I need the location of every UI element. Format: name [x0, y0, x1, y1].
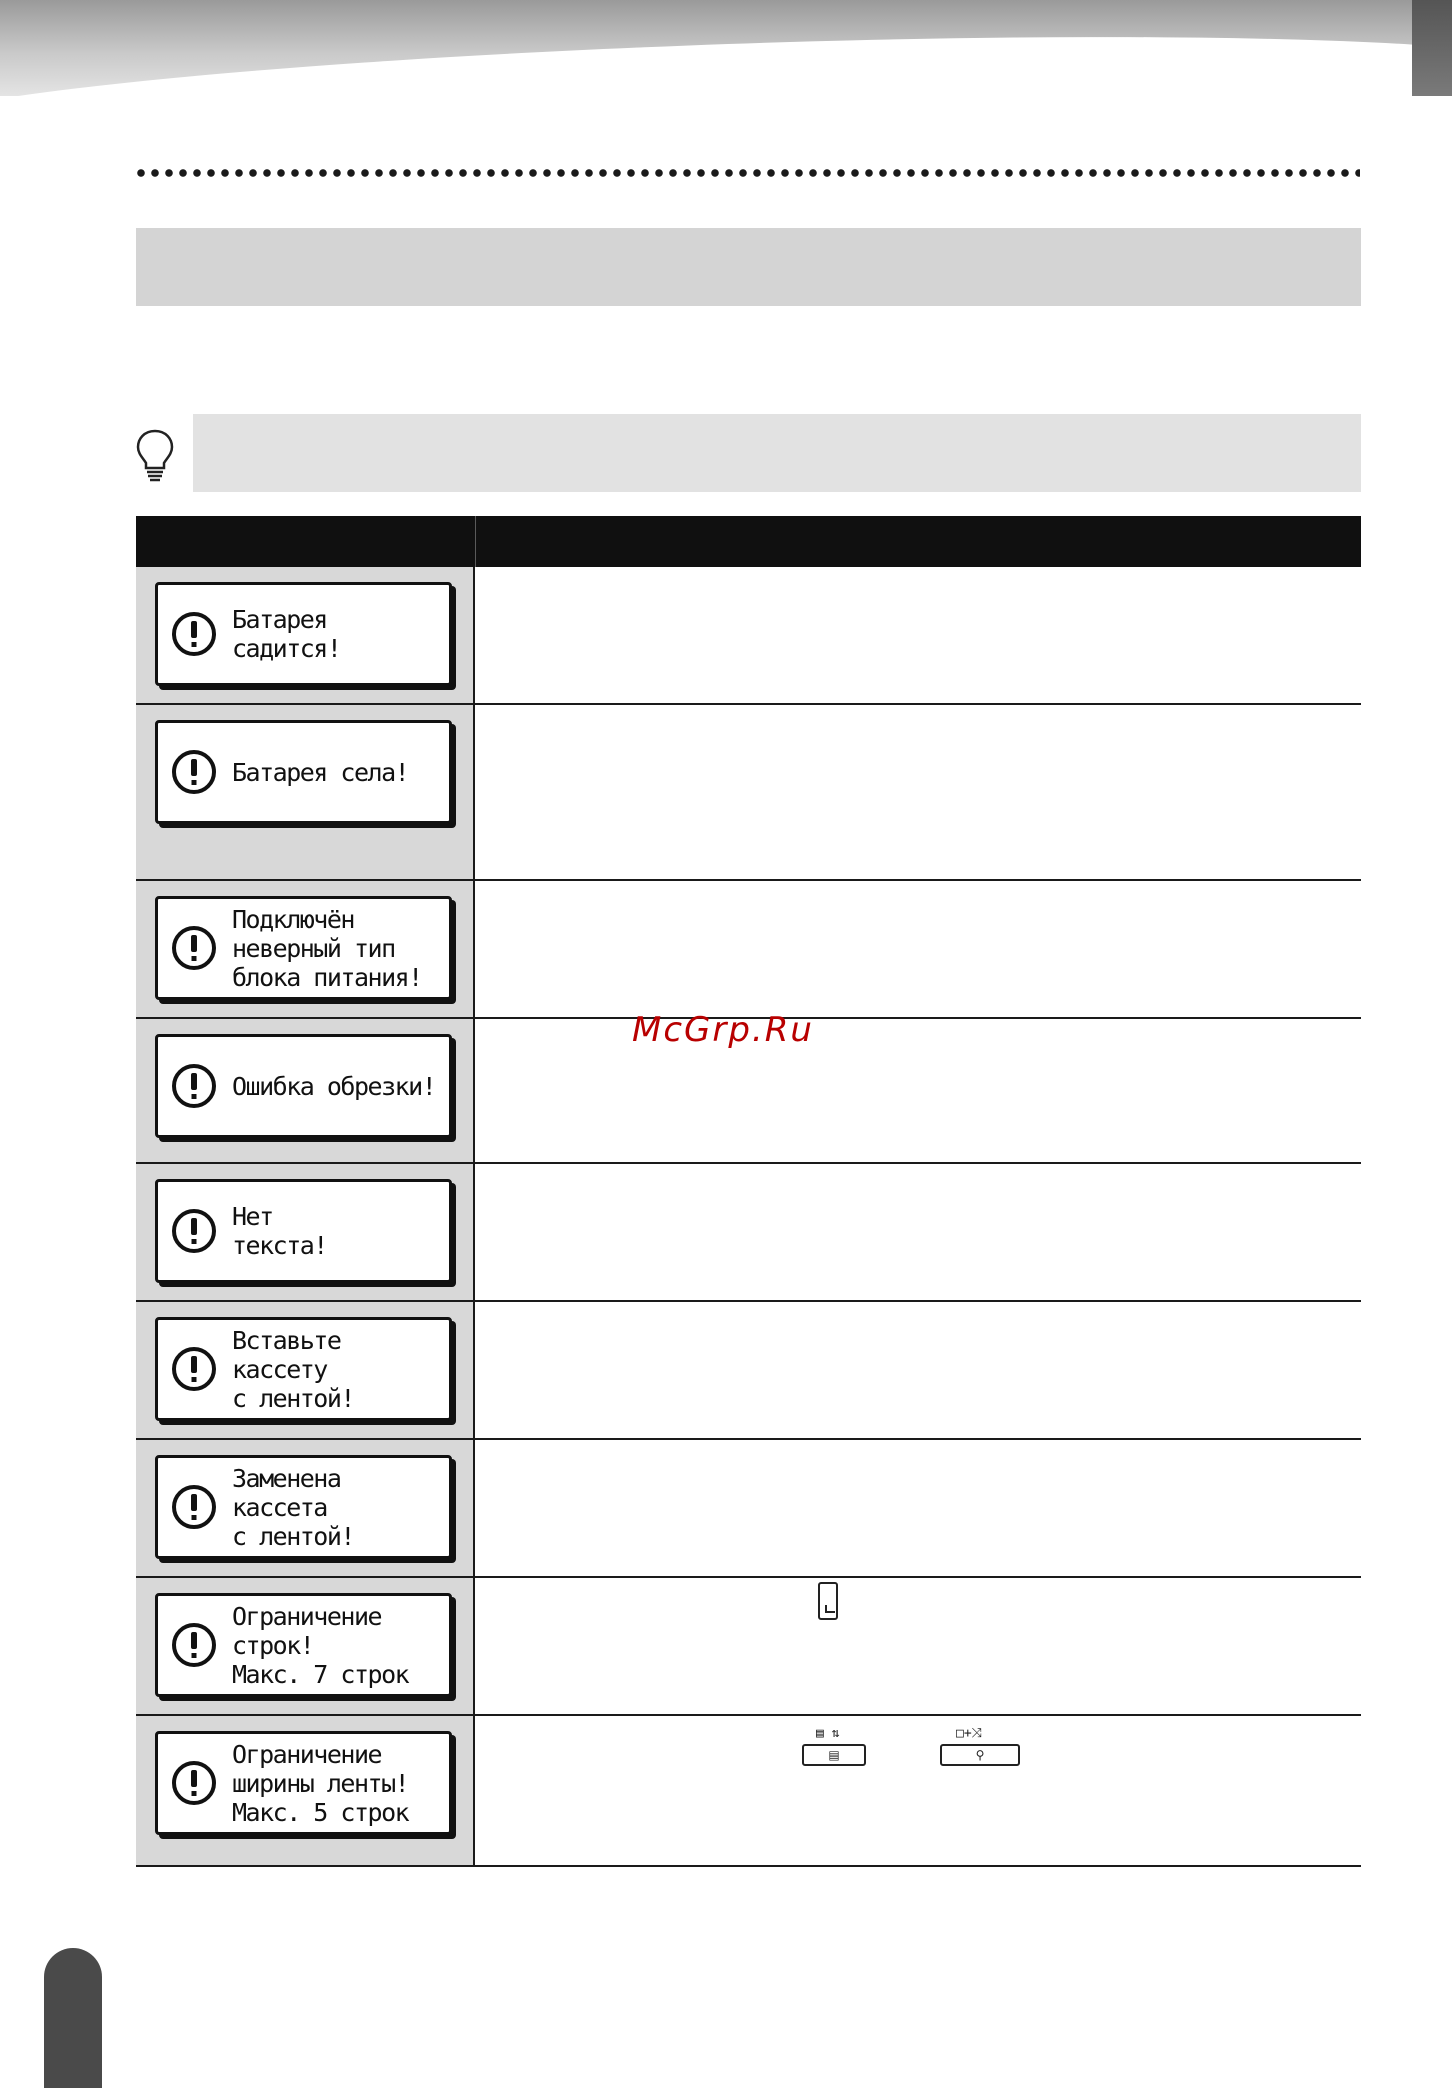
message-cell [136, 1019, 475, 1162]
alert-icon [170, 1759, 218, 1807]
cause-cell [475, 567, 1361, 703]
message-cell [136, 567, 475, 703]
print-key-icon [802, 1726, 866, 1770]
cause-cell [475, 881, 1361, 1017]
message-cell [136, 1164, 475, 1300]
alert-icon [170, 924, 218, 972]
dotted-rule [134, 168, 1360, 178]
enter-key-icon [818, 1582, 838, 1620]
cause-cell [475, 1440, 1361, 1576]
alert-icon [170, 1483, 218, 1531]
lcd-message-text: Батарея села! [232, 757, 409, 787]
lcd-message [155, 1317, 452, 1421]
table-row [136, 705, 1361, 881]
lcd-message-text: Заменена кассета с лентой! [232, 1463, 354, 1551]
table-header [136, 516, 1361, 567]
message-cell [136, 1578, 475, 1714]
lcd-message [155, 1731, 452, 1835]
cause-cell [475, 705, 1361, 879]
lightbulb-icon [134, 428, 176, 484]
watermark: McGrp.Ru [632, 1010, 814, 1050]
table-row [136, 567, 1361, 705]
cause-cell [475, 1019, 1361, 1162]
preview-key-top-icon: □+⤨ [956, 1726, 983, 1741]
table-row [136, 881, 1361, 1019]
lcd-message-text: Батарея садится! [232, 605, 341, 663]
print-key-top-icon: ▤ ⇅ [816, 1726, 840, 1741]
table-header-message [136, 516, 476, 567]
lcd-message-text: Ограничение ширины ленты! Макс. 5 строк [232, 1739, 409, 1827]
lcd-message-text: Нет текста! [232, 1202, 327, 1260]
table-row [136, 1440, 1361, 1578]
message-cell [136, 1716, 475, 1865]
error-message-table [136, 516, 1361, 1867]
cause-cell [475, 1578, 1361, 1714]
lcd-message [155, 1593, 452, 1697]
preview-key-body-icon: ⚲ [940, 1744, 1020, 1766]
banner-corner [1412, 0, 1452, 96]
table-row [136, 1716, 1361, 1867]
page-tab [44, 1948, 102, 2088]
alert-icon [170, 748, 218, 796]
message-cell [136, 705, 475, 879]
cause-cell [475, 1164, 1361, 1300]
message-cell [136, 1302, 475, 1438]
section-heading-bar [136, 228, 1361, 306]
cause-cell [475, 1716, 1361, 1865]
lcd-message [155, 720, 452, 824]
lcd-message-text: Подключён неверный тип блока питания! [232, 904, 422, 992]
lcd-message-text: Вставьте кассету с лентой! [232, 1325, 354, 1413]
cause-cell [475, 1302, 1361, 1438]
alert-icon [170, 1621, 218, 1669]
table-row [136, 1578, 1361, 1716]
note-bar [193, 414, 1361, 492]
lcd-message [155, 896, 452, 1000]
lcd-message [155, 1179, 452, 1283]
table-row [136, 1164, 1361, 1302]
lcd-message [155, 1034, 452, 1138]
alert-icon [170, 1345, 218, 1393]
lcd-message-text: Ограничение строк! Макс. 7 строк [232, 1601, 409, 1689]
print-key-body-icon: ▤ [802, 1744, 866, 1766]
table-header-cause [476, 516, 1361, 567]
message-cell [136, 1440, 475, 1576]
lcd-message [155, 1455, 452, 1559]
table-row [136, 1302, 1361, 1440]
preview-key-icon [940, 1726, 1020, 1770]
lcd-message [155, 582, 452, 686]
alert-icon [170, 610, 218, 658]
top-banner [0, 0, 1452, 96]
alert-icon [170, 1062, 218, 1110]
banner-sweep [0, 14, 1452, 96]
lcd-message-text: Ошибка обрезки! [232, 1071, 436, 1101]
message-cell [136, 881, 475, 1017]
alert-icon [170, 1207, 218, 1255]
